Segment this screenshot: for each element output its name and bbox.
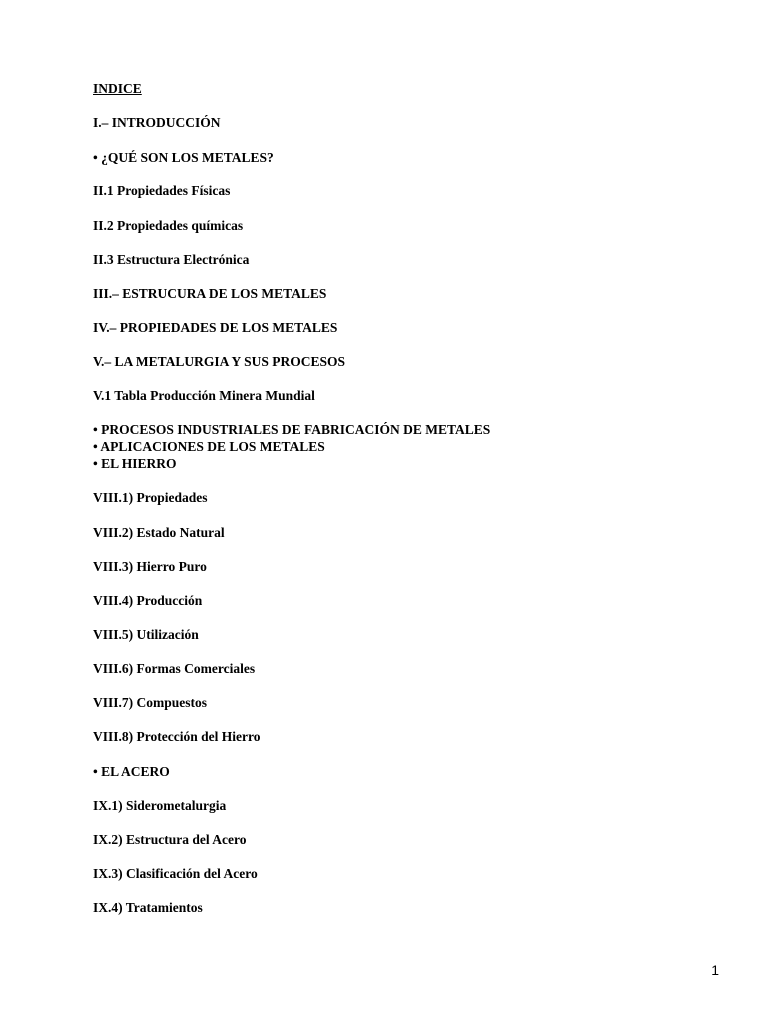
toc-entry: IX.3) Clasificación del Acero	[93, 866, 258, 881]
toc-entry: III.– ESTRUCURA DE LOS METALES	[93, 286, 327, 301]
toc-entry: VIII.6) Formas Comerciales	[93, 661, 256, 676]
toc-entry: IX.4) Tratamientos	[93, 900, 203, 915]
toc-entry: VIII.8) Protección del Hierro	[93, 729, 261, 744]
toc-entry: V.– LA METALURGIA Y SUS PROCESOS	[93, 354, 346, 369]
toc-entry: • EL ACERO	[93, 764, 170, 779]
toc-entry: II.3 Estructura Electrónica	[93, 252, 250, 267]
toc-entry: VIII.1) Propiedades	[93, 490, 208, 505]
toc-entry: V.1 Tabla Producción Minera Mundial	[93, 388, 315, 403]
page-number: 1	[711, 962, 719, 978]
toc-entry: VIII.2) Estado Natural	[93, 525, 225, 540]
toc-entry: I.– INTRODUCCIÓN	[93, 115, 221, 130]
toc-entry: II.2 Propiedades químicas	[93, 218, 244, 233]
toc-entry: II.1 Propiedades Físicas	[93, 183, 231, 198]
toc-entry: • EL HIERRO	[93, 456, 177, 471]
toc-entry: VIII.7) Compuestos	[93, 695, 208, 710]
toc-entry: VIII.5) Utilización	[93, 627, 199, 642]
toc-entry: • PROCESOS INDUSTRIALES DE FABRICACIÓN DE METALES	[93, 422, 491, 437]
toc-entry: VIII.4) Producción	[93, 593, 203, 608]
toc-entry: IX.1) Siderometalurgia	[93, 798, 227, 813]
index-heading: INDICE	[93, 81, 142, 96]
toc-entry: • ¿QUÉ SON LOS METALES?	[93, 150, 274, 165]
toc-entry: IX.2) Estructura del Acero	[93, 832, 247, 847]
toc-entry: • APLICACIONES DE LOS METALES	[93, 439, 325, 454]
toc-entry: IV.– PROPIEDADES DE LOS METALES	[93, 320, 338, 335]
toc-entry: VIII.3) Hierro Puro	[93, 559, 207, 574]
